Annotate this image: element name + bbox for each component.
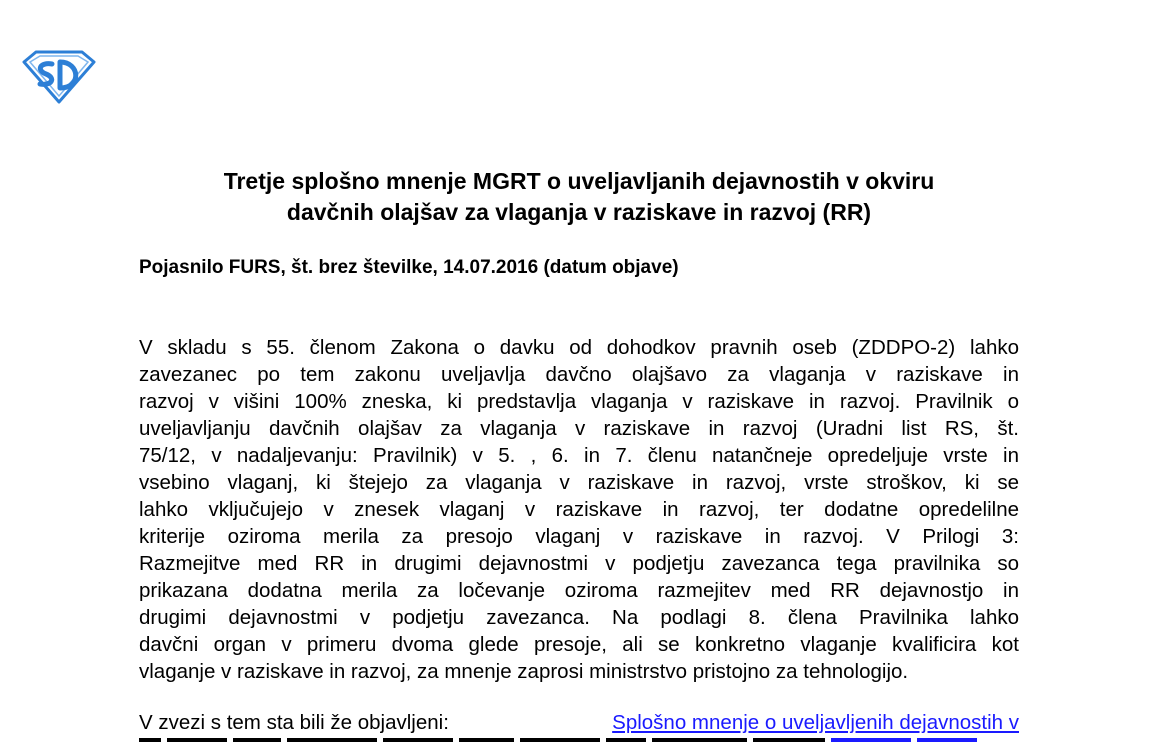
title-line-1: Tretje splošno mnenje MGRT o uveljavljanih dejavnostih v okviru xyxy=(223,168,935,194)
paragraph-line: kriterije oziroma merila za presojo vlaganj v raziskave in razvoj. V Prilogi 3: xyxy=(139,525,1019,548)
paragraph-line: drugimi dejavnostmi v podjetju zavezanca. Na podlagi 8. člena Pravilnika lahko xyxy=(139,606,1019,629)
body-paragraph xyxy=(139,334,1019,685)
second-paragraph xyxy=(139,709,1019,736)
title-line-2: davčnih olajšav za vlaganja v raziskave in razvoj (RR) xyxy=(286,199,872,225)
paragraph-line: uveljavljanju davčnih olajšav za vlaganja v raziskave in razvoj (Uradni list RS, št. xyxy=(139,417,1019,440)
paragraph-line: vlaganje v raziskave in razvoj, za mnenje zaprosi ministrstvo pristojno za tehnologijo. xyxy=(139,660,909,683)
paragraph-line: davčni organ v primeru dvoma glede presoje, ali se konkretno vlaganje kvalificira kot xyxy=(139,633,1019,656)
paragraph-line: lahko vključujejo v znesek vlaganj v raziskave in razvoj, ter dodatne opredelilne xyxy=(139,498,1019,521)
logo-icon xyxy=(22,48,96,104)
paragraph-line: prikazana dodatna merila za ločevanje oziroma razmejitev med RR dejavnostjo in xyxy=(139,579,1019,602)
document-title xyxy=(140,166,1018,228)
general-opinion-link[interactable]: Splošno mnenje o uveljavljenih dejavnostih v xyxy=(612,711,1019,734)
paragraph-line: Razmejitve med RR in drugimi dejavnostmi v podjetju zavezanca tega pravilnika so xyxy=(139,552,1019,575)
document-subtitle: Pojasnilo FURS, št. brez številke, 14.07.2016 (datum objave) xyxy=(139,257,679,278)
paragraph-line: vsebino vlaganj, ki štejejo za vlaganja v raziskave in razvoj, vrste stroškov, ki se xyxy=(139,471,1019,494)
second-paragraph-text: V zvezi s tem sta bili že objavljeni: xyxy=(139,711,449,734)
cut-off-next-line xyxy=(139,738,1019,746)
paragraph-line: 75/12, v nadaljevanju: Pravilnik) v 5. , 6. in 7. členu natančneje opredeljuje vrste in xyxy=(139,444,1019,467)
paragraph-line: V skladu s 55. členom Zakona o davku od dohodkov pravnih oseb (ZDDPO-2) lahko xyxy=(139,336,1019,359)
paragraph-line: razvoj v višini 100% zneska, ki predstavlja vlaganja v raziskave in razvoj. Pravilnik o xyxy=(139,390,1019,413)
paragraph-line: zavezanec po tem zakonu uveljavlja davčno olajšavo za vlaganja v raziskave in xyxy=(139,363,1019,386)
